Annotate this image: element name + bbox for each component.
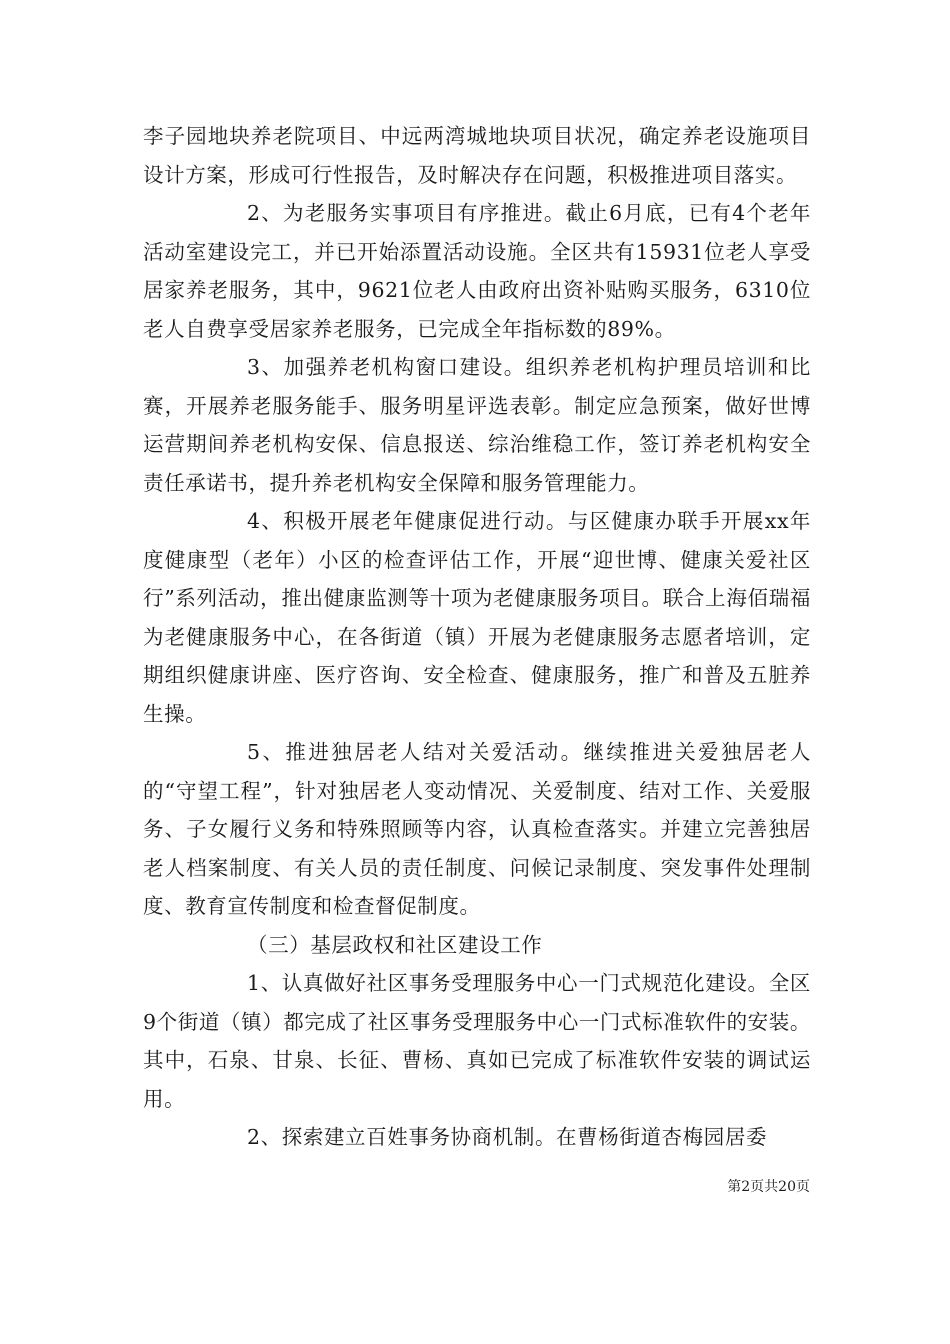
paragraph-item-5: 5、推进独居老人结对关爱活动。继续推进关爱独居老人的“守望工程”，针对独居老人变动情况、关爱制度、结对工作、关爱服务、子女履行义务和特殊照顾等内容，认真检查落实。并建立完善独居老人档案制度、有关人员的责任制度、问候记录制度、突发事件处理制度、教育宣传制度和检查督促制度。	[143, 740, 811, 918]
paragraph-item-4: 4、积极开展老年健康促进行动。与区健康办联手开展xx年度健康型（老年）小区的检查评估工作，开展“迎世博、健康关爱社区行”系列活动，推出健康监测等十项为老健康服务项目。联合上海佰瑞福为老健康服务中心，在各街道（镇）开展为老健康服务志愿者培训，定期组织健康讲座、医疗咨询、安全检查、健康服务，推广和普及五脏养生操。	[143, 509, 811, 726]
paragraph-continuation: 李子园地块养老院项目、中远两湾城地块项目状况，确定养老设施项目设计方案，形成可行性报告，及时解决存在问题，积极推进项目落实。	[143, 124, 811, 187]
paragraph-item-1: 1、认真做好社区事务受理服务中心一门式规范化建设。全区9个街道（镇）都完成了社区事务受理服务中心一门式标准软件的安装。其中，石泉、甘泉、长征、曹杨、真如已完成了标准软件安装的调试运用。	[143, 971, 811, 1111]
page-footer: 第2页共20页	[727, 1179, 810, 1195]
paragraph-item-2: 2、为老服务实事项目有序推进。截止6月底，已有4个老年活动室建设完工，并已开始添置活动设施。全区共有15931位老人享受居家养老服务，其中，9621位老人由政府出资补贴购买服务，6310位老人自费享受居家养老服务，已完成全年指标数的89%。	[143, 201, 811, 341]
section-heading: （三）基层政权和社区建设工作	[247, 932, 543, 957]
paragraph-item-2-partial: 2、探索建立百姓事务协商机制。在曹杨街道杏梅园居委	[247, 1125, 768, 1149]
document-body	[143, 117, 811, 1157]
paragraph-item-3: 3、加强养老机构窗口建设。组织养老机构护理员培训和比赛，开展养老服务能手、服务明星评选表彰。制定应急预案，做好世博运营期间养老机构安保、信息报送、综治维稳工作，签订养老机构安全责任承诺书，提升养老机构安全保障和服务管理能力。	[143, 355, 811, 495]
